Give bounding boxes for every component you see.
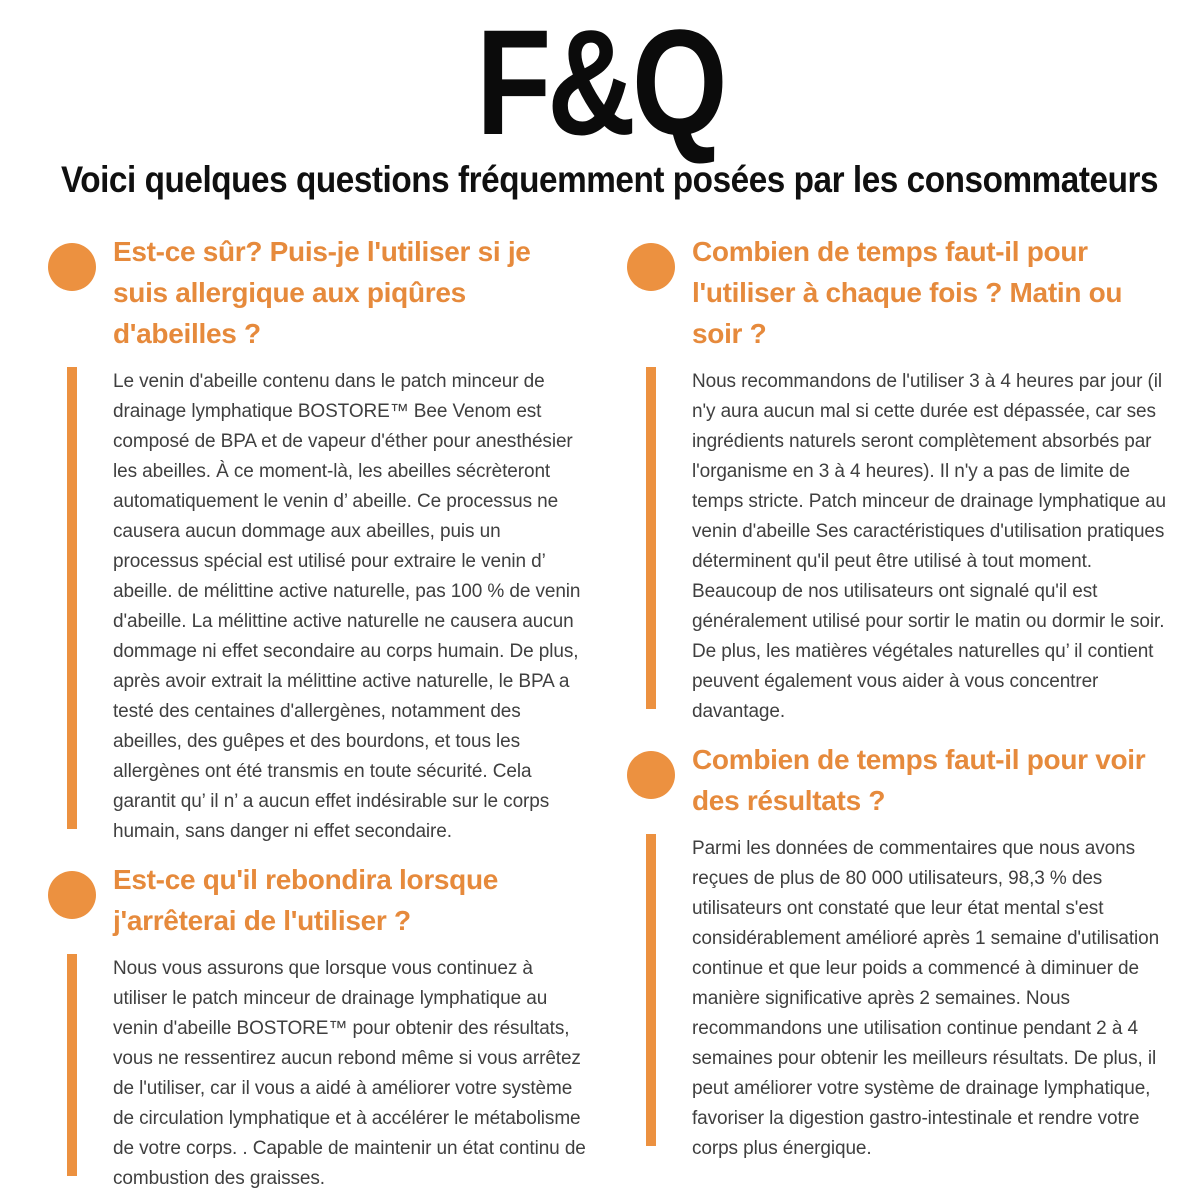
answer-accent-bar	[646, 834, 656, 1146]
faq-item	[627, 739, 1170, 1164]
bar-cell	[627, 834, 675, 1164]
question-text: Est-ce sûr? Puis-je l'utiliser si je suis allergique aux piqûres d'abeilles ?	[113, 236, 531, 349]
bar-cell	[48, 367, 96, 847]
question-bullet-icon	[627, 243, 675, 291]
faq-column-right	[627, 231, 1170, 1194]
question-text: Combien de temps faut-il pour voir des résultats ?	[692, 744, 1146, 816]
answer-text: Nous vous assurons que lorsque vous continuez à utiliser le patch minceur de drainage lymphatique au venin d'abeille BOSTORE™ pour obtenir des résultats, vous ne ressentirez aucun rebond même si vous arrêtez de l'utiliser, car il vous a aidé à améliorer votre système de circulation lymphatique et à accélérer le métabolisme de votre corps. . Capable de maintenir un état continu de combustion des graisses.	[113, 958, 586, 1189]
faq-columns	[0, 201, 1200, 1194]
answer-accent-bar	[646, 367, 656, 709]
bar-cell	[627, 367, 675, 727]
question-bullet-icon	[48, 243, 96, 291]
bullet-cell	[48, 231, 96, 354]
bullet-cell	[48, 859, 96, 941]
question-text: Combien de temps faut-il pour l'utiliser à chaque fois ? Matin ou soir ?	[692, 236, 1123, 349]
faq-item	[627, 231, 1170, 727]
page-subtitle: Voici quelques questions fréquemment posées par les consommateurs	[60, 159, 1159, 200]
faq-column-left	[48, 231, 591, 1194]
page-title: F&Q	[476, 0, 724, 166]
bar-cell	[48, 954, 96, 1194]
faq-item	[48, 859, 591, 1194]
page-header	[0, 0, 1200, 201]
answer-text: Nous recommandons de l'utiliser 3 à 4 heures par jour (il n'y aura aucun mal si cette durée est dépassée, car ses ingrédients naturels seront complètement absorbés par l'organisme en 3 à 4 heures). Il n'y a pas de limite de temps stricte. Patch minceur de drainage lymphatique au venin d'abeille Ses caractéristiques d'utilisation pratiques déterminent qu'il peut être utilisé à tout moment. Beaucoup de nos utilisateurs ont signalé qu'il est généralement utilisé pour sortir le matin ou dormir le soir. De plus, les matières végétales naturelles qu’ il contient peuvent également vous aider à vous concentrer davantage.	[692, 371, 1166, 722]
bullet-cell	[627, 739, 675, 821]
faq-item	[48, 231, 591, 847]
bullet-cell	[627, 231, 675, 354]
question-bullet-icon	[627, 751, 675, 799]
question-bullet-icon	[48, 871, 96, 919]
answer-text: Le venin d'abeille contenu dans le patch minceur de drainage lymphatique BOSTORE™ Bee Venom est composé de BPA et de vapeur d'éther pour anesthésier les abeilles. À ce moment-là, les abeilles sécrèteront automatiquement le venin d’ abeille. Ce processus ne causera aucun dommage aux abeilles, puis un processus spécial est utilisé pour extraire le venin d’ abeille. de mélittine active naturelle, pas 100 % de venin d'abeille. La mélittine active naturelle ne causera aucun dommage ni effet secondaire au corps humain. De plus, après avoir extrait la mélittine active naturelle, le BPA a testé des centaines d'allergènes, notamment des abeilles, des guêpes et des bourdons, et tous les allergènes ont été transmis en toute sécurité. Cela garantit qu’ il n’ a aucun effet indésirable sur le corps humain, sans danger ni effet secondaire.	[113, 371, 581, 842]
answer-text: Parmi les données de commentaires que nous avons reçues de plus de 80 000 utilisateurs, 98,3 % des utilisateurs ont constaté que leur état mental s'est considérablement amélioré après 1 semaine d'utilisation continue et que leur poids a commencé à diminuer de manière significative après 2 semaines. Nous recommandons une utilisation continue pendant 2 à 4 semaines pour obtenir les meilleurs résultats. De plus, il peut améliorer votre système de drainage lymphatique, favoriser la digestion gastro-intestinale et rendre votre corps plus énergique.	[692, 838, 1160, 1159]
answer-accent-bar	[67, 954, 77, 1176]
answer-accent-bar	[67, 367, 77, 829]
question-text: Est-ce qu'il rebondira lorsque j'arrêterai de l'utiliser ?	[113, 864, 499, 936]
